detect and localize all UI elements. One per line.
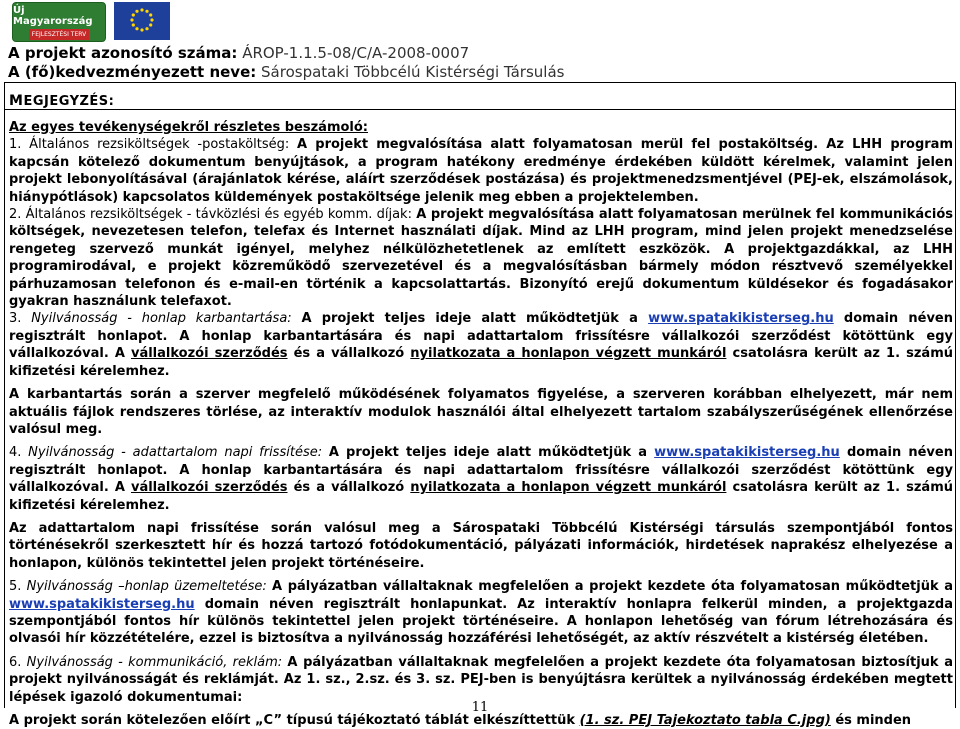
uj-magyarorszag-logo-subtext: FEJLESZTÉSI TERV [29,29,89,40]
item-content-update-details: Az adattartalom napi frissítése során valósul meg a Sárospataki Többcélú Kistérségi társulás szempontjából fontos történésekről szerkesztett hír és hozzá tartozó fotódokumentáció, pályázati információk, hirdetések naprakész elhelyezése a honlapon, különös tekintettel jelen projekt történéseire. [9,520,953,571]
project-id-line [8,44,958,63]
website-link[interactable]: www.spatakikisterseg.hu [9,596,195,612]
website-link[interactable]: www.spatakikisterseg.hu [654,445,840,461]
divider [5,109,955,110]
page-number: 11 [471,700,489,715]
uj-magyarorszag-logo-text: Új Magyarország [13,4,93,27]
uj-magyarorszag-logo [12,2,106,42]
notes-title: MEGJEGYZÉS: [9,93,115,109]
item-info-board: A projekt során kötelezően előírt „C” típusú tájékoztató táblát elkészíttettük (1. sz. PEJ Tajekoztato tabla C.jpg) és minden [9,713,912,728]
item-content-update: 4. Nyilvánosság - adattartalom napi frissítése: A projekt teljes ideje alatt működtetjük a www.spatakikisterseg.hu domain néven regisztrált honlapot. A honlap karbantartására és napi adattartalom frissítésre vállalkozói szerződést kötöttünk egy vállalkozóval. A vállalkozói szerződés és a vállalkozó nyilatkozata a honlapon végzett munkáról csatolásra került az 1. számú kifizetési kérelemhez. [9,445,953,513]
report-body [9,119,953,729]
item-website-operation: 5. Nyilvánosság –honlap üzemeltetése: A pályázatban vállaltaknak megfelelően a projekt kezdete óta folyamatosan működtetjük a www.spatakikisterseg.hu domain néven regisztrált honlapunkat. Az interaktív honlapra felkerül minden, a projektgazda szempontjából fontos hír különös tekintettel jelen projekt történéseire. A honlapon lehetőség van fórum létrehozására és olvasói hír közzétételére, ezzel is biztosítva a nyilvánosság hozzáférési lehetőségét, az aktív részvételt a kistérség életében. [9,579,954,647]
beneficiary-value: Sárospataki Többcélú Kistérségi Társulás [261,63,565,81]
logo-bar [12,2,170,42]
project-header [8,44,958,82]
item-communication: 6. Nyilvánosság - kommunikáció, reklám: A pályázatban vállaltaknak megfelelően a projekt kezdete óta folyamatosan biztosítjuk a projekt nyilvánosságát és reklámját. Az 1. sz., 2.sz. és 3. sz. PEJ-ben is benyújtásra kerültek a nyilvánosság érdekében megtett lépések igazoló dokumentumai: [9,654,953,705]
report-intro: Az egyes tevékenységekről részletes beszámoló: [9,120,369,135]
notes-box [4,82,956,728]
beneficiary-line [8,63,958,82]
project-id-label: A projekt azonosító száma: [8,44,238,62]
item-telecom: 2. Általános rezsiköltségek - távközlési és egyéb komm. díjak: A projekt megvalósítása alatt folyamatosan merülnek fel kommunikációs költségek, nevezetesen telefon, telefax és Internet használati díjak. Mind az LHH program, mind jelen projekt menedzselése rengeteg szervező munkát igényel, melyhez nélkülözhetetlenek az említett eszközök. A projektgazdákkal, az LHH programirodával, e projekt közreműködő szervezetével és a megvalósításban bármely módon résztvevő személyekkel párhuzamosan telefonon és e-mail-en történik a kapcsolattartás. Bizonyító erejű dokumentum küldésekor és fogadásakor gyakran használunk telefaxot. [9,207,953,310]
item-maintenance-details: A karbantartás során a szerver megfelelő működésének folyamatos figyelése, a szerveren korábban elhelyezett, már nem aktuális fájlok rendszeres törlése, az interaktív modulok használói által elhelyezett tartalom szabályszerűségének ellenőrzése valósul meg. [9,387,953,437]
item-website-maintenance: 3. Nyilvánosság - honlap karbantartása: A projekt teljes ideje alatt működtetjük a www.spatakikisterseg.hu domain néven regisztrált honlapot. A honlap karbantartására és napi adattartalom frissítésre vállalkozói szerződést kötöttünk egy vállalkozóval. A vállalkozói szerződés és a vállalkozó nyilatkozata a honlapon végzett munkáról csatolásra került az 1. számú kifizetési kérelemhez. [9,311,953,379]
eu-flag-icon [114,2,170,40]
project-id-value: ÁROP-1.1.5-08/C/A-2008-0007 [242,44,470,62]
website-link[interactable]: www.spatakikisterseg.hu [648,311,834,327]
beneficiary-label: A (fő)kedvezményezett neve: [8,63,257,81]
item-postage: 1. Általános rezsiköltségek -postaköltség: A projekt megvalósítása alatt folyamatosan merül fel postaköltség. Az LHH program kapcsán kötelező dokumentum benyújtások, a program hatékony eredménye érdekében küldött kérelmek, valamint jelen projekt lebonyolításával (árajánlatok kérése, aláírt szerződések postázása) és projektmenedzsmentjével (PEJ-ek, elszámolások, hiánypótlások) kapcsolatos küldemények postaköltsége jelenik meg ebben a projektelemben. [9,137,953,205]
